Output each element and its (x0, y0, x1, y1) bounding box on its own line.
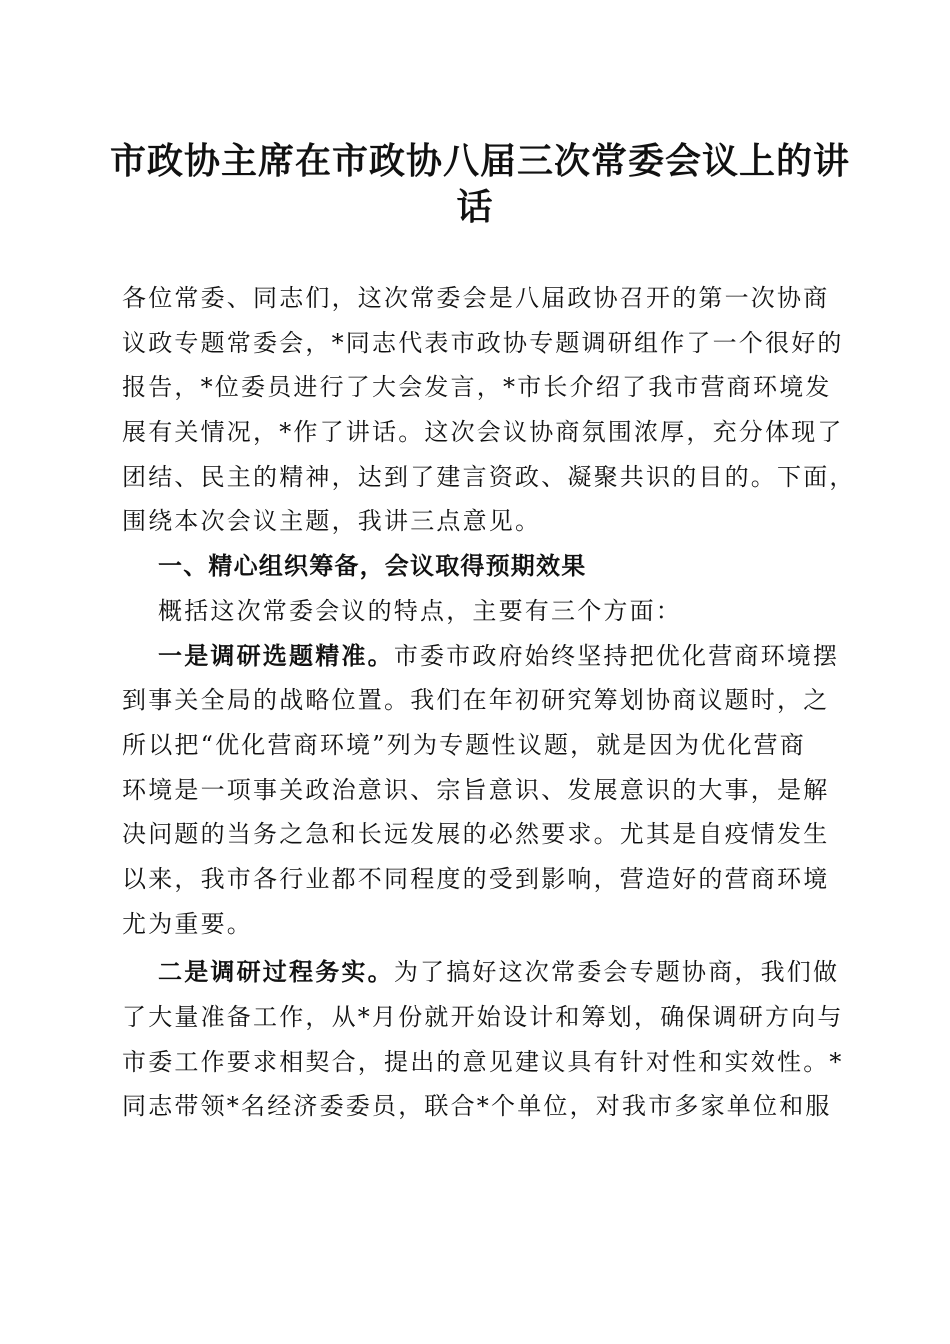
point-text: 为了搞好这次常委会专题协商，我们做 (393, 958, 840, 987)
intro-paragraph (122, 276, 856, 544)
point-text: 市委市政府始终坚持把优化营商环境摆 (393, 641, 840, 670)
text-line: 各位常委、同志们，这次常委会是八届政协召开的第一次协商 (122, 284, 830, 312)
text-line: 了大量准备工作，从*月份就开始设计和筹划，确保调研方向与 (122, 1003, 844, 1031)
text-line: 到事关全局的战略位置。我们在年初研究筹划协商议题时，之 (122, 686, 830, 715)
title-line: 话 (456, 186, 494, 228)
text-line: 以来，我市各行业都不同程度的受到影响，营造好的营商环境 (122, 864, 830, 893)
text-line: 环境是一项事关政治意识、宗旨意识、发展意识的大事，是解 (122, 775, 830, 804)
text-line: 议政专题常委会，*同志代表市政协专题调研组作了一个很好的 (122, 328, 844, 357)
text-line: 围绕本次会议主题，我讲三点意见。 (122, 507, 542, 536)
text-line: 展有关情况，*作了讲话。这次会议协商氛围浓厚，充分体现了 (122, 418, 844, 447)
point-lead: 一是调研选题精准。 (158, 640, 394, 670)
text-line (122, 950, 842, 995)
title-line: 市政协主席在市政协八届三次常委会议上的讲 (110, 140, 851, 182)
summary-line: 概括这次常委会议的特点，主要有三个方面： (158, 596, 682, 625)
document-body (122, 276, 856, 1129)
text-line: 所以把“优化营商环境”列为专题性议题，就是因为优化营商 (122, 730, 806, 759)
text-line: 报告，*位委员进行了大会发言，*市长介绍了我市营商环境发 (122, 373, 832, 402)
point-one-paragraph (122, 634, 842, 947)
point-two-paragraph (122, 950, 842, 1129)
text-line: 尤为重要。 (122, 909, 253, 938)
text-line: 团结、民主的精神，达到了建言资政、凝聚共识的目的。下面， (122, 462, 856, 491)
text-line: 同志带领*名经济委委员，联合*个单位，对我市多家单位和服 (122, 1092, 832, 1121)
point-lead: 二是调研过程务实。 (158, 957, 394, 987)
document-title (110, 138, 851, 230)
text-line: 市委工作要求相契合，提出的意见建议具有针对性和实效性。* (122, 1047, 844, 1076)
section-heading: 一、精心组织筹备，会议取得预期效果 (158, 552, 587, 581)
text-line: 决问题的当务之急和长远发展的必然要求。尤其是自疫情发生 (122, 820, 830, 849)
text-line (122, 634, 842, 679)
